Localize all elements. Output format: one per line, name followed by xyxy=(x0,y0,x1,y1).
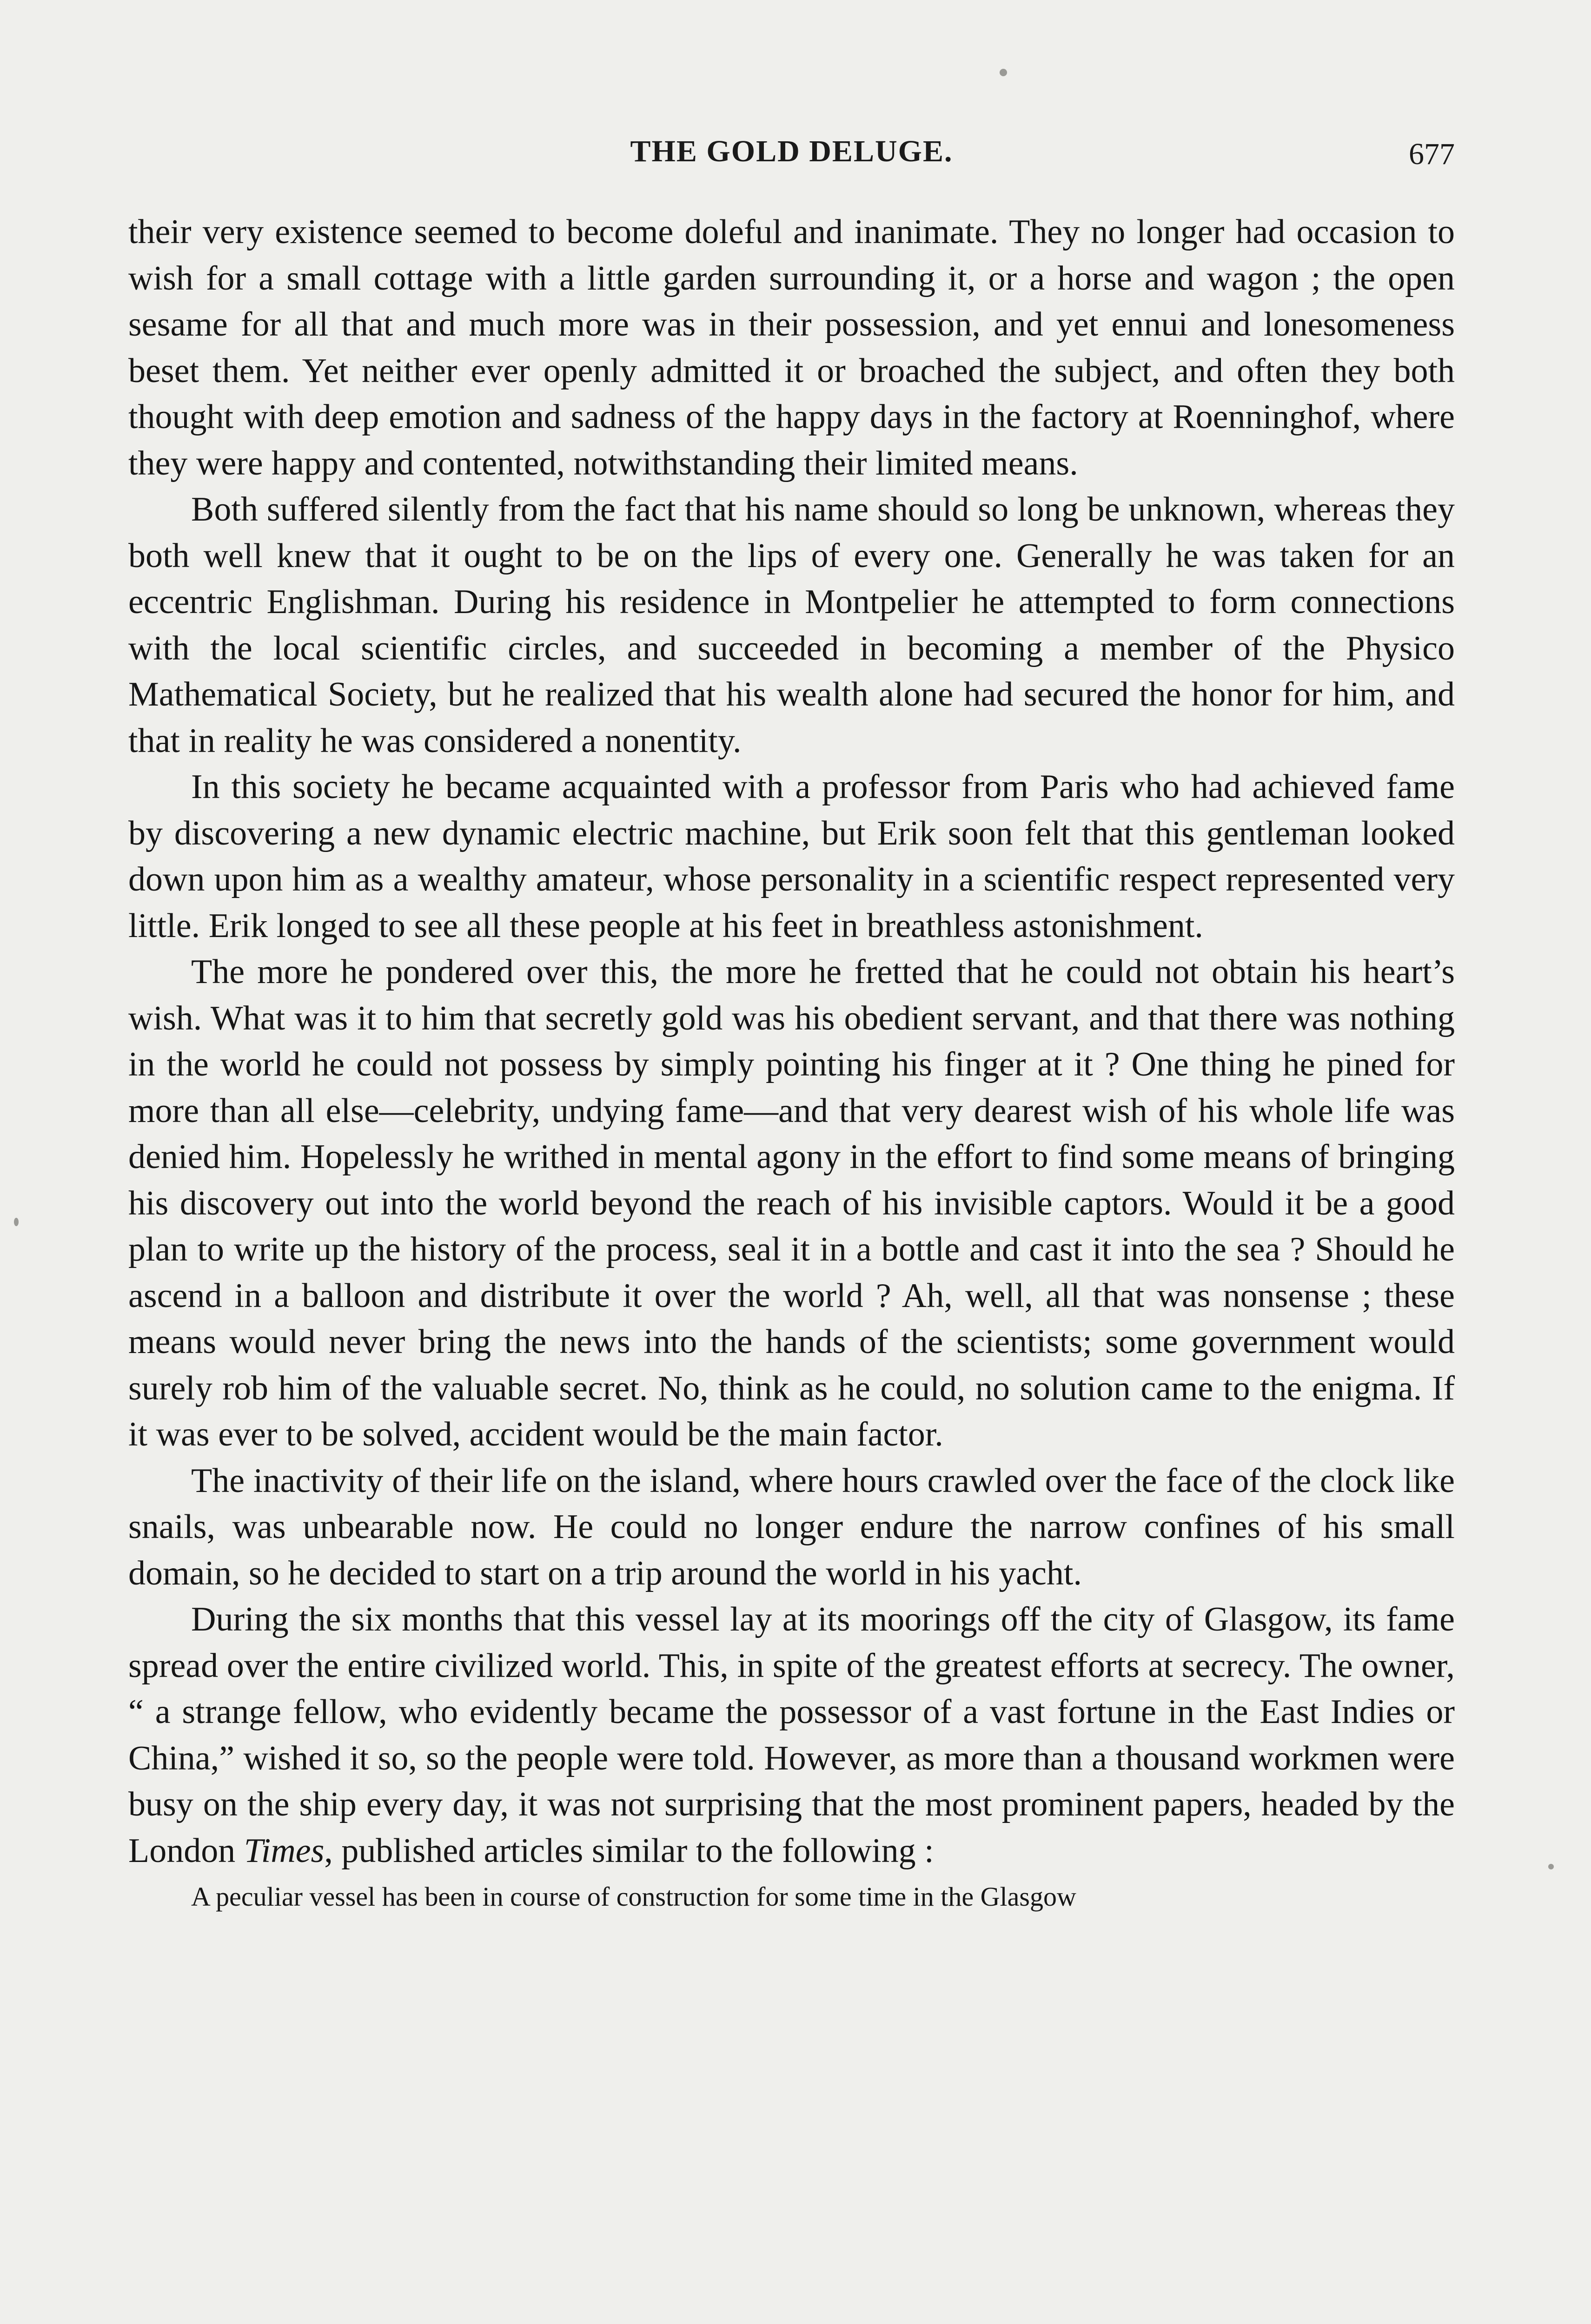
paragraph-5: The inactivity of their life on the island, where hours crawled over the face of the clock like snails, was unbearable now. He could no longer endure the narrow confines of his small domain, so he decided to start on a trip around the world in his yacht. xyxy=(128,1461,1455,1592)
article-body xyxy=(128,209,1455,1918)
paper-speck xyxy=(1548,1864,1554,1869)
newspaper-name: Times xyxy=(244,1831,325,1870)
page-header xyxy=(128,134,1455,190)
page-number: 677 xyxy=(1409,137,1455,171)
quoted-article-excerpt: A peculiar vessel has been in course of construction for some time in the Glasgow xyxy=(191,1882,1076,1912)
paper-speck xyxy=(1000,69,1007,76)
paper-speck xyxy=(14,1218,19,1226)
paragraph-6-text: During the six months that this vessel lay at its moorings off the city of Glasgow, its fame spread over the entire civilized world. This, in spite of the greatest efforts at secrecy. The owner, “ a strange fellow, who evidently became the possessor of a vast fortune in the East Indies or China,” wished it so, so the people were told. However, as more than a thousand workmen were busy on the ship every day, it was not surprising that the most prominent papers, headed by the London xyxy=(128,1600,1455,1870)
paragraph-4: The more he pondered over this, the more he fretted that he could not obtain his heart’s wish. What was it to him that secretly gold was his obedient servant, and that there was nothing in the world he could not possess by simply pointing his finger at it ? One thing he pined for more than all else—celebrity, undying fame—and that very dearest wish of his whole life was denied him. Hopelessly he writhed in mental agony in the effort to find some means of bringing his discovery out into the world beyond the reach of his invisible captors. Would it be a good plan to write up the history of the process, seal it in a bottle and cast it into the sea ? Should he ascend in a balloon and distribute it over the world ? Ah, well, all that was nonsense ; these means would never bring the news into the hands of the scientists; some government would surely rob him of the valuable secret. No, think as he could, no solution came to the enigma. If it was ever to be solved, accident would be the main factor. xyxy=(128,953,1455,1453)
paragraph-6 xyxy=(128,1597,1455,1874)
running-title: THE GOLD DELUGE. xyxy=(630,134,953,168)
paragraph-6-end: , published articles similar to the following : xyxy=(324,1831,934,1870)
paragraph-3: In this society he became acquainted with a professor from Paris who had achieved fame by discovering a new dynamic electric machine, but Erik soon felt that this gentleman looked down upon him as a wealthy amateur, whose personality in a scientific respect represented very little. Erik longed to see all these people at his feet in breathless astonishment. xyxy=(128,768,1455,945)
paragraph-2: Both suffered silently from the fact that his name should so long be unknown, whereas they both well knew that it ought to be on the lips of every one. Generally he was taken for an eccentric Englishman. During his residence in Montpelier he attempted to form connections with the local scientific circles, and succeeded in becoming a member of the Physico Mathematical Society, but he realized that his wealth alone had secured the honor for him, and that in reality he was considered a nonentity. xyxy=(128,490,1455,760)
paragraph-1: their very existence seemed to become doleful and inanimate. They no longer had occasion to wish for a small cottage with a little garden surrounding it, or a horse and wagon ; the open sesame for all that and much more was in their possession, and yet ennui and lonesomeness beset them. Yet neither ever openly admitted it or broached the subject, and often they both thought with deep emotion and sadness of the happy days in the factory at Roenninghof, where they were happy and contented, notwithstanding their limited means. xyxy=(128,213,1455,482)
